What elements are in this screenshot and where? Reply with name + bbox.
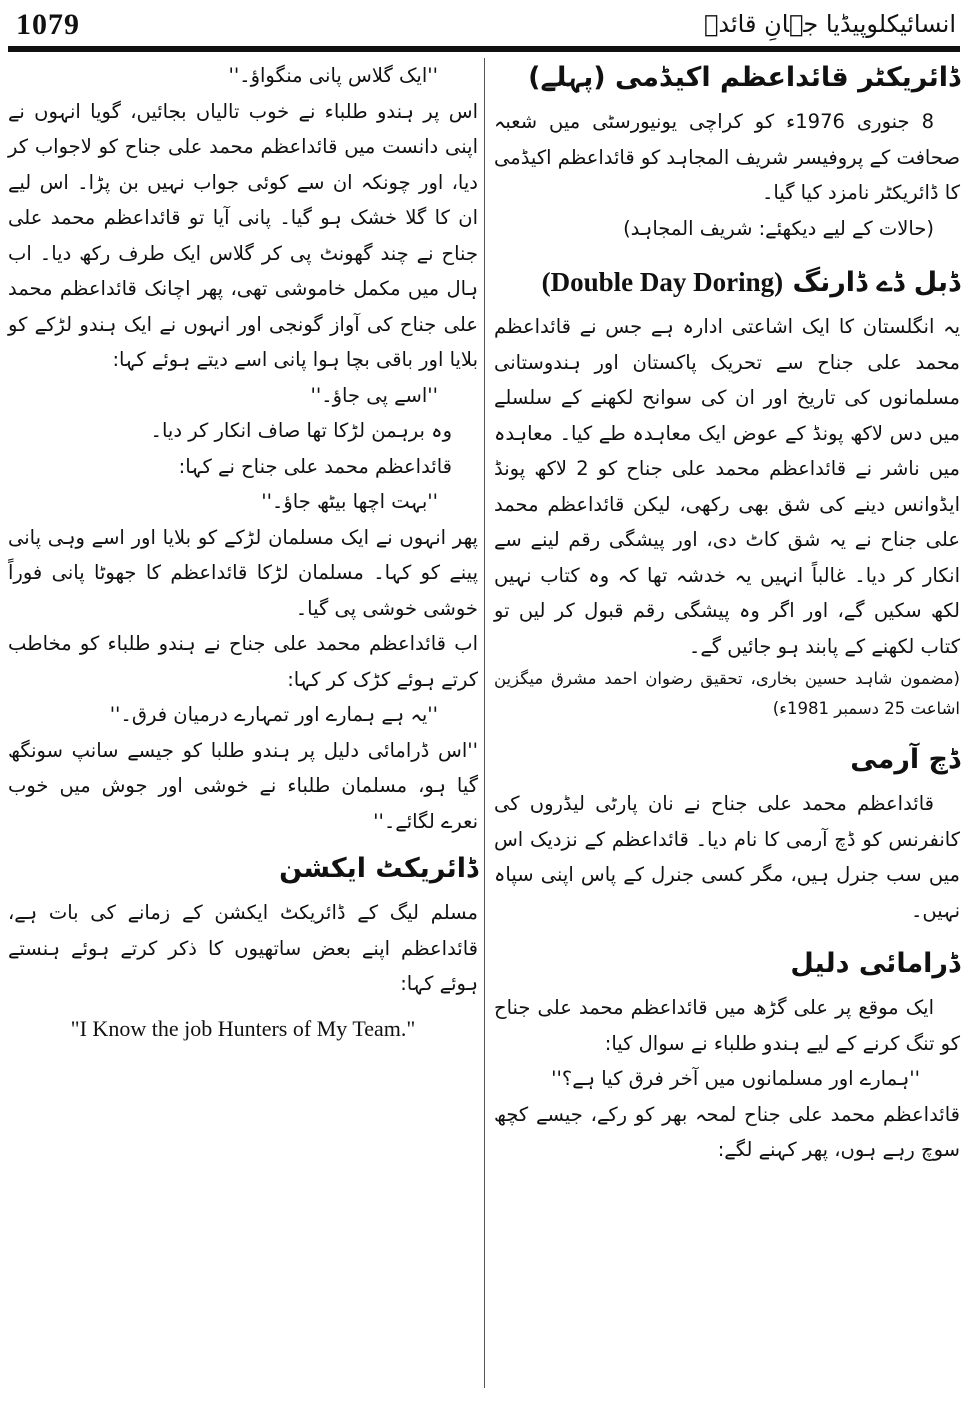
paragraph-students-reaction: ''اس ڈرامائی دلیل پر ہندو طلبا کو جیسے سانپ سونگھ گیا ہو، مسلمان طلباء نے خوشی اور جوش میں خوب نعرے لگائے۔'' [8,738,478,833]
header-rule [8,46,960,49]
paragraph-muslim-boy: پھر انہوں نے ایک مسلمان لڑکے کو بلایا اور اسے وہی پانی پینے کو کہا۔ مسلمان لڑکا قائداعظم کا جھوٹا پانی فوراً خوشی خوشی پی گیا۔ [8,525,478,620]
paragraph-director-academy: 8 جنوری 1976ء کو کراچی یونیورسٹی میں شعبہ صحافت کے پروفیسر شریف المجاہد کو قائداعظم اکیڈمی کا ڈائریکٹر نامزد کیا گیا۔ [494,110,960,204]
heading-double-day-doring-urdu: ڈبل ڈے ڈارنگ [792,267,960,298]
reference-note: (حالات کے لیے دیکھئے: شریف المجاہد) [623,216,934,240]
paragraph-jinnah-said: قائداعظم محمد علی جناح نے کہا: [178,454,452,478]
paragraph-brahmin-refusal: وہ برہمن لڑکا تھا صاف انکار کر دیا۔ [150,419,452,442]
heading-double-day-doring [494,262,960,303]
right-column [494,58,960,1398]
paragraph-students-applause: اس پر ہندو طلباء نے خوب تالیاں بجائیں، گویا انہوں نے اپنی دانست میں قائداعظم محمد علی جناح کو لاجواب کر دیا، اور چونکہ ان سے کوئی جواب نہیں بن پڑا۔ اس لیے ان کا گلا خشک ہو گیا۔ پانی آیا تو قائداعظم محمد علی جناح نے چند گھونٹ پی کر گلاس ایک طرف رکھ دیا۔ اب ہال میں مکمل خاموشی تھی، پھر اچانک قائداعظم محمد علی جناح کی آواز گونجی اور انہوں نے ایک ہندو لڑکے کو بلایا اور باقی بچا ہوا پانی اسے دیتے ہوئے کہا: [8,99,478,371]
heading-double-day-doring-english: (Double Day Doring) [541,267,784,297]
left-column [8,58,478,1398]
page-number: 1079 [16,8,80,41]
quote-drink-it: ''اسے پی جاؤ۔'' [310,383,438,407]
paragraph-address-students: اب قائداعظم محمد علی جناح نے ہندو طلباء کو مخاطب کرتے ہوئے کڑک کر کہا: [8,632,478,691]
paragraph-direct-action: مسلم لیگ کے ڈائریکٹ ایکشن کے زمانے کی بات ہے، قائداعظم اپنے بعض ساتھیوں کا ذکر کرتے ہوئے ہنستے ہوئے کہا: [8,901,478,995]
page-header [8,6,960,48]
english-quote: "I Know the job Hunters of My Team." [70,1015,416,1041]
source-citation: (مضمون شاہد حسین بخاری، تحقیق رضوان احمد مشرق میگزین اشاعت 25 دسمبر 1981ء) [494,669,960,718]
paragraph-jinnah-pause: قائداعظم محمد علی جناح لمحہ بھر کو رکے، جیسے کچھ سوچ رہے ہوں، پھر کہنے لگے: [494,1102,960,1161]
column-divider [484,58,485,1388]
paragraph-dramatic-argument: ایک موقع پر علی گڑھ میں قائداعظم محمد علی جناح کو تنگ کرنے کے لیے ہندو طلباء نے سوال کیا: [494,996,960,1055]
running-title: انسائیکلوپیڈیا جہانِ قائدؒ [704,10,956,38]
heading-dramatic-argument: ڈرامائی دلیل [790,948,960,979]
paragraph-dutch-army: قائداعظم محمد علی جناح نے نان پارٹی لیڈروں کی کانفرنس کو ڈچ آرمی کا نام دیا۔ قائداعظم کے نزدیک اس میں سب جنرل ہیں، مگر کسی جنرل کے پاس اپنی سپاہ نہیں۔ [494,792,960,922]
quote-glass-water: ''ایک گلاس پانی منگواؤ۔'' [228,64,438,87]
heading-direct-action: ڈائریکٹ ایکشن [279,853,478,884]
quote-sit-down: ''بہت اچھا بیٹھ جاؤ۔'' [261,490,438,513]
heading-director-academy: ڈائریکٹر قائداعظم اکیڈمی (پہلے) [528,62,960,93]
heading-dutch-army: ڈچ آرمی [850,744,960,775]
quote-difference-question: ''ہمارے اور مسلمانوں میں آخر فرق کیا ہے؟'' [551,1067,920,1090]
quote-this-is-difference: ''یہ ہے ہمارے اور تمہارے درمیان فرق۔'' [109,703,438,726]
paragraph-double-day-doring: یہ انگلستان کا ایک اشاعتی ادارہ ہے جس نے قائداعظم محمد علی جناح سے تحریک پاکستان اور ہندوستانی مسلمانوں کی تاریخ اور ان کی سوانح لکھنے کے سلسلے میں دس لاکھ پونڈ کے عوض ایک معاہدہ طے کیا۔ معاہدہ میں ناشر نے قائداعظم محمد علی جناح کو 2 لاکھ پونڈ ایڈوانس دینے کی شق بھی رکھی، لیکن قائداعظم محمد علی جناح نے یہ شق کاٹ دی، اور پیشگی رقم لینے سے انکار کر دیا۔ غالباً انہیں یہ خدشہ تھا کہ وہ کتاب نہیں لکھ سکیں گے، اور اگر وہ پیشگی رقم قبول کر لیں تو کتاب لکھنے کے پابند ہو جائیں گے۔ [494,315,960,658]
